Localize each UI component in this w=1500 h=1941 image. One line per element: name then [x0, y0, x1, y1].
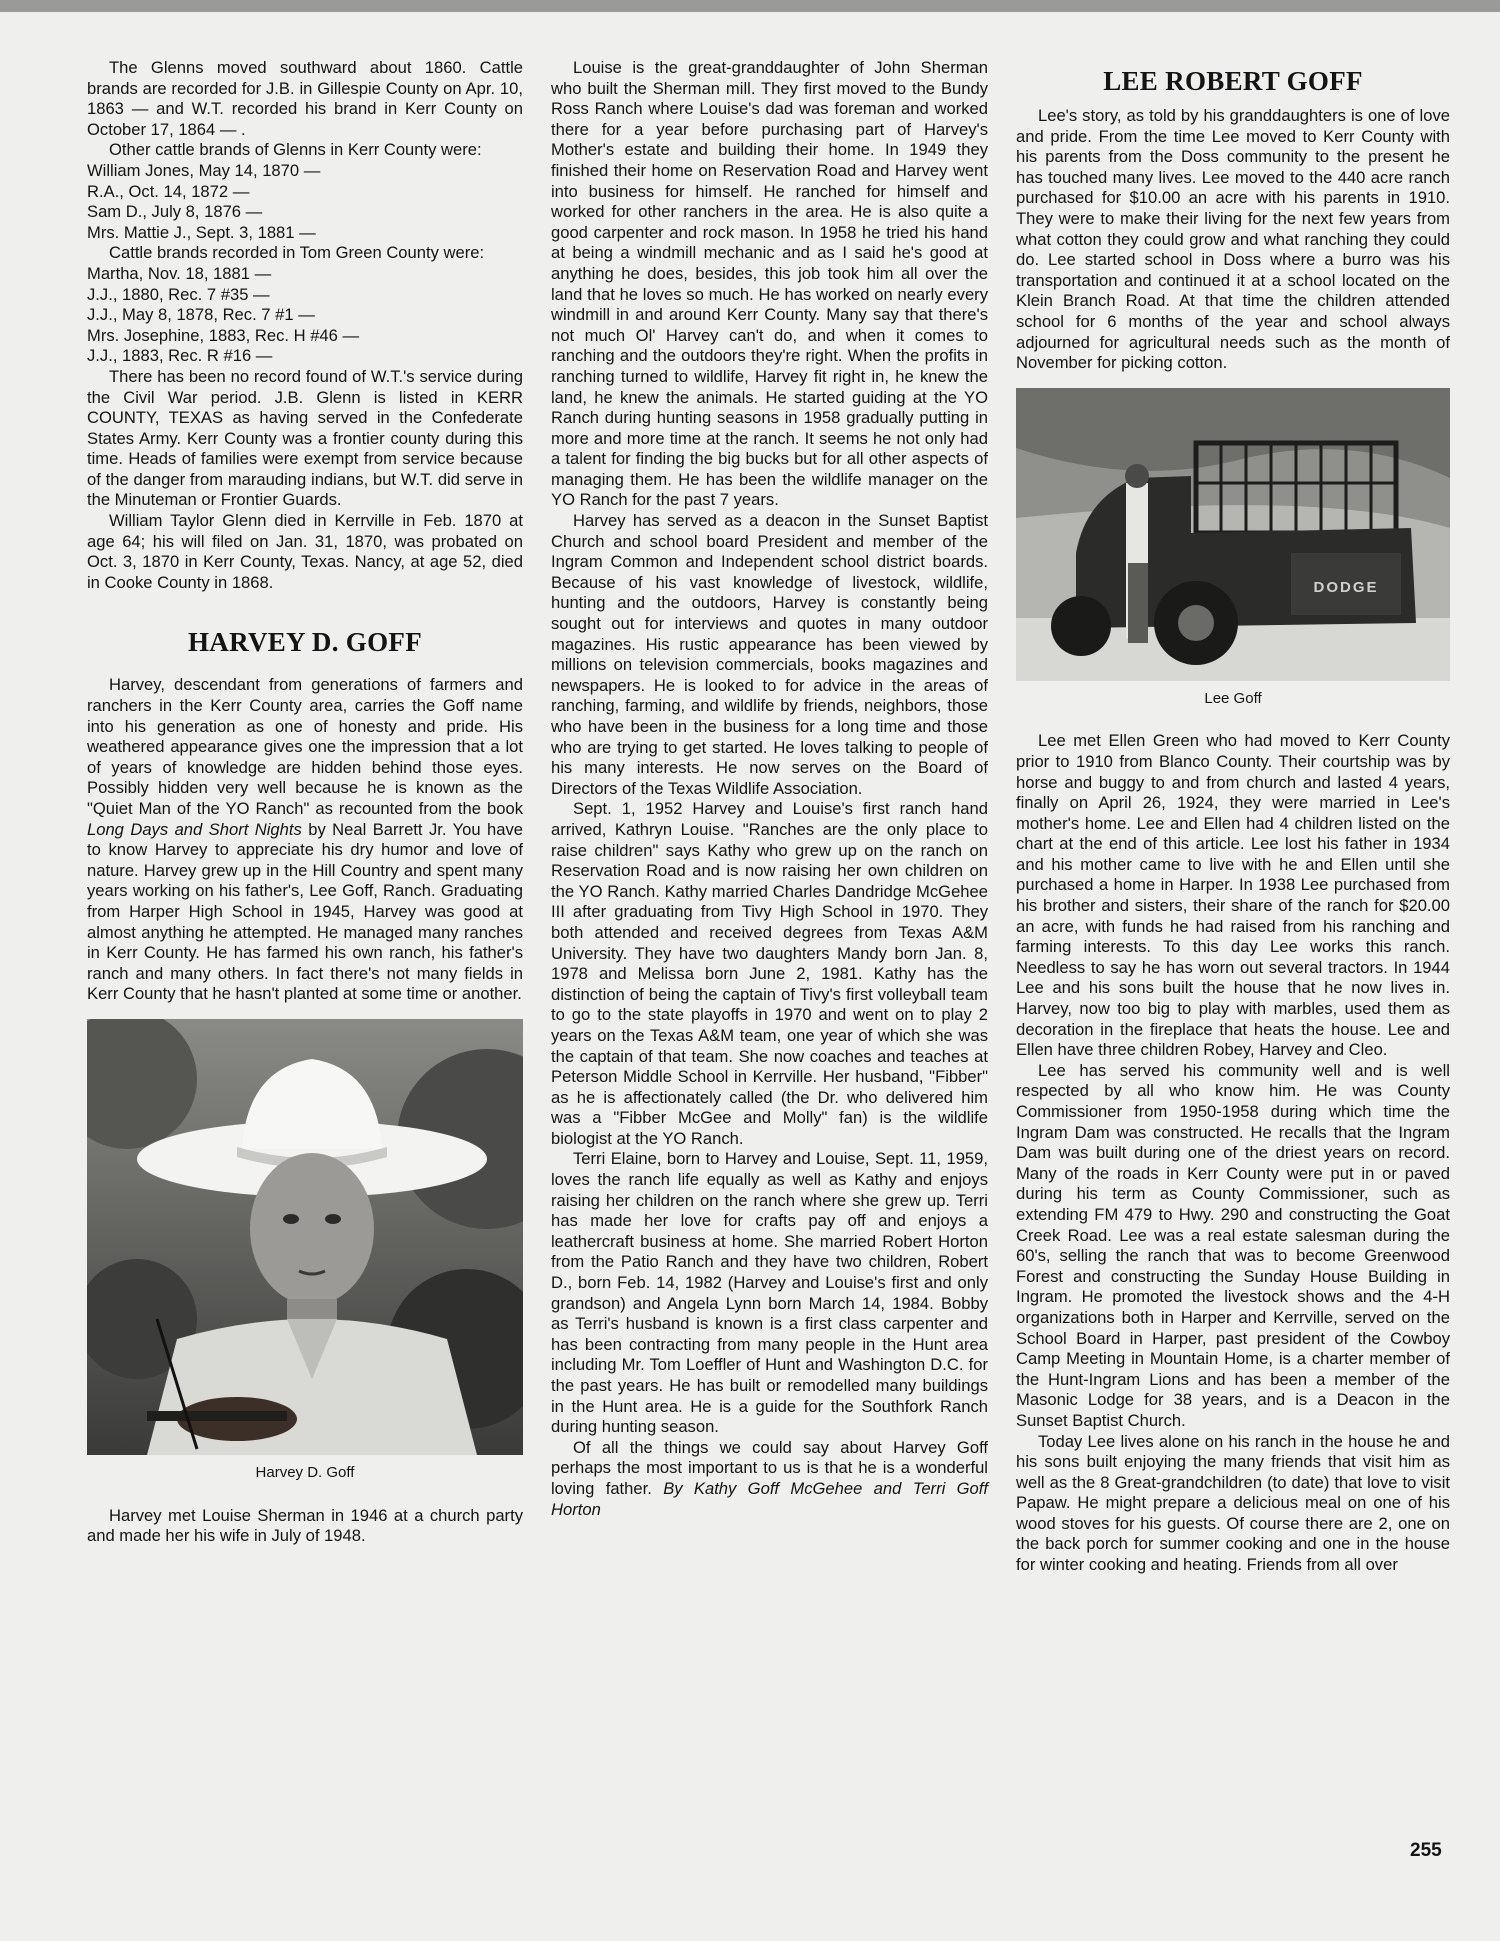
- byline: By Kathy Goff McGehee and Terri Goff Horton: [551, 1478, 988, 1519]
- lee-paragraph-4: Today Lee lives alone on his ranch in the house he and his sons built enjoying the many friends that visit him as well as the 8 Great-grandchildren (to date) that love to visit Papaw. He might prepare a delicious meal on one of his wood stoves for his guests. Of course there are 2, one on the back porch for summer cooking and one in the house for winter cooking and heating. Friends from all over: [1016, 1431, 1450, 1575]
- brand-kerr-4: Mrs. Mattie J., Sept. 3, 1881 —: [87, 222, 316, 242]
- brand-tom-green-3: J.J., May 8, 1878, Rec. 7 #1 —: [87, 305, 315, 325]
- truck-tailgate-label: DODGE: [1313, 578, 1379, 596]
- heading-harvey-goff: HARVEY D. GOFF: [188, 627, 422, 658]
- harvey-service-paragraph: Harvey has served as a deacon in the Sunset Baptist Church and school board President and member of the Ingram Common and Independent school district boards. Because of his vast knowledge of livestock, wildlife, hunting and the outdoors, Harvey is constantly being sought out for interviews and quotes in many outdoor magazines. His rustic appearance has been viewed by millions on television commercials, books magazines and newspapers. He is looked to for advice in the areas of ranching, farming, and wildlife by friends, neighbors, those who have been in the business for a long time and those who are trying to get started. He loves talking to people of his many interests. He now serves on the Board of Directors of the Texas Wildlife Association.: [551, 511, 988, 798]
- lee-goff-truck-photo: [1016, 388, 1450, 681]
- glenn-paragraph-5: William Taylor Glenn died in Kerrville in Feb. 1870 at age 64; his will filed on Jan. 31, 1870, was probated on Oct. 3, 1870 in Kerr County, Texas. Nancy, at age 52, died in Cooke County in 1868.: [87, 511, 523, 592]
- harvey-paragraph-1: [87, 675, 523, 1005]
- harvey-paragraph-1-b: by Neal Barrett Jr. You have to know Harvey to appreciate his dry humor and love of nature. Harvey grew up in the Hill Country and spent many years working on his father's, Lee Goff, Ranch. Graduating from Harper High School in 1945, Harvey was good at almost anything he attempted. He managed many ranches in Kerr County. He has farmed his own ranch, his father's ranch and many others. In fact there's not many fields in Kerr County that he hasn't planted at some time or another.: [87, 819, 523, 1004]
- column-left: [87, 58, 523, 1547]
- page-number: 255: [1410, 1840, 1442, 1861]
- heading-lee-goff: LEE ROBERT GOFF: [1103, 66, 1363, 96]
- glenn-paragraph-4: There has been no record found of W.T.'s service during the Civil War period. J.B. Glenn is listed in KERR COUNTY, TEXAS as having served in the Confederate States Army. Kerr County was a frontier county during this time. Heads of families were exempt from service because of the danger from marauding indians, but W.T. did serve in the Minuteman or Frontier Guards.: [87, 366, 523, 510]
- brand-kerr-3: Sam D., July 8, 1876 —: [87, 202, 263, 222]
- brand-tom-green-2: J.J., 1880, Rec. 7 #35 —: [87, 284, 270, 304]
- lee-paragraph-3: Lee has served his community well and is well respected by all who know him. He was County Commissioner from 1950-1958 during which time the Ingram Dam was constructed. He recalls that the Ingram Dam was built during one of the driest years on record. Many of the roads in Kerr County were put in or paved during his term as County Commissioner, such as extending FM 479 to Hwy. 290 and constructing the Goat Creek Road. Lee was a real estate salesman during the 60's, selling the ranch that was to become Greenwood Forest and constructing the Sunday House Building in Ingram. He promoted the livestock shows and the 4-H organizations both in Harper and Kerrville, served on the School Board in Harper, past president of the Cowboy Camp Meeting in Mountain Home, is a charter member of the Hunt-Ingram Lions and has been a member of the Masonic Lodge for 38 years, and is a Deacon in the Sunset Baptist Church.: [1016, 1060, 1450, 1430]
- brand-tom-green-5: J.J., 1883, Rec. R #16 —: [87, 346, 273, 366]
- glenn-paragraph-2: Other cattle brands of Glenns in Kerr County were:: [109, 140, 482, 160]
- glenn-paragraph-3: Cattle brands recorded in Tom Green County were:: [109, 243, 485, 263]
- lee-photo-caption: Lee Goff: [1204, 689, 1262, 707]
- page-top-border: [0, 0, 1500, 12]
- lee-paragraph-1: Lee's story, as told by his granddaughters is one of love and pride. From the time Lee moved to Kerr County with his parents from the Doss community to the present he has touched many lives. Lee moved to the 440 acre ranch purchased for $10.00 an acre with his parents in 1910. They were to make their living for the next few years from what cotton they could grow and what ranching they could do. Lee started school in Doss where a burro was his transportation and continued it at a school located on the Klein Branch Road. At that time the children attended school for 6 months of the year and school always adjourned for agricultural needs such as the month of November for picking cotton.: [1016, 106, 1450, 373]
- column-right: [1016, 58, 1450, 1576]
- harvey-photo-caption: Harvey D. Goff: [255, 1463, 355, 1481]
- harvey-goff-photo: [87, 1019, 523, 1455]
- louise-paragraph-1: Louise is the great-granddaughter of John Sherman who built the Sherman mill. They first moved to the Bundy Ross Ranch where Louise's dad was foreman and worked there for a year before purchasing part of Harvey's Mother's estate and building their home. In 1949 they finished their home on Reservation Road and Harvey went into business for himself. He ranched for himself and worked for other ranchers in the area. He is also quite a good carpenter and rock mason. In 1958 he tried his hand at being a windmill mechanic and as I said he's good at anything he does, besides, this job took him all over the land that he loves so much. He has worked on nearly every windmill in and around Kerr County. Many say that there's not much Ol' Harvey can't do, and when it comes to ranching and the outdoors they're right. When the profits in ranching turned to wildlife, Harvey fit right in, he knew the land, he knew the animals. He started guiding at the YO Ranch during hunting seasons in 1958 gradually putting in more and more time at the ranch. It seems he not only had a talent for finding the big bucks but for all other aspects of managing them. He has been the wildlife manager on the YO Ranch for the past 7 years.: [551, 58, 988, 510]
- closing-paragraph-text: Of all the things we could say about Harvey Goff perhaps the most important to us is that he is a wonderful loving father.: [551, 1437, 988, 1498]
- book-title: Long Days and Short Nights: [87, 819, 302, 839]
- kathy-paragraph: Sept. 1, 1952 Harvey and Louise's first ranch hand arrived, Kathryn Louise. "Ranches are the only place to raise children" says Kathy who grew up on the ranch on Reservation Road and is now raising her own children on the YO Ranch. Kathy married Charles Dandridge McGehee III after graduating from Tivy High School in 1970. They both attended and received degrees from Texas A&M University. They have two daughters Mandy born Jan. 8, 1978 and Melissa born June 2, 1981. Kathy has the distinction of being the captain of Tivy's first volleyball team to go to the state playoffs in 1970 and went on to play 2 years on the Texas A&M team, one year of which she was the captain of that team. She now coaches and teaches at Peterson Middle School in Kerrville. Her husband, "Fibber" as he is affectionately called (the Dr. who delivered him was a "Fibber McGee and Molly" fan) is the wildlife biologist at the YO Ranch.: [551, 799, 988, 1148]
- brand-tom-green-4: Mrs. Josephine, 1883, Rec. H #46 —: [87, 325, 360, 345]
- glenn-paragraph-1: The Glenns moved southward about 1860. Cattle brands are recorded for J.B. in Gillespie County on Apr. 10, 1863 — and W.T. recorded his brand in Kerr County on October 17, 1864 — .: [87, 58, 523, 139]
- terri-paragraph: Terri Elaine, born to Harvey and Louise, Sept. 11, 1959, loves the ranch life equally as well as Kathy and enjoys raising her children on the ranch where she grew up. Terri has made her love for crafts pay off and enjoys a leathercraft business at home. She married Robert Horton from the Patio Ranch and they have two children, Robert D., born Feb. 14, 1982 (Harvey and Louise's first and only grandson) and Angela Lynn born March 14, 1984. Bobby as Terri's husband is known is a first class carpenter and has been contracting from many people in the Hunt area including Mr. Tom Loeffler of Hunt and Washington D.C. for the past years. He has built or remodelled many buildings in the Hunt area. He is a guide for the Southfork Ranch during hunting season.: [551, 1149, 988, 1437]
- column-middle: [551, 58, 988, 1520]
- closing-paragraph: [551, 1438, 988, 1520]
- brand-kerr-1: William Jones, May 14, 1870 —: [87, 160, 321, 180]
- harvey-paragraph-1-a: Harvey, descendant from generations of farmers and ranchers in the Kerr County area, carries the Goff name into his generation as one of honesty and pride. His weathered appearance gives one the impression that a lot of years of knowledge are hidden behind those eyes. Possibly hidden very well because he is known as the "Quiet Man of the YO Ranch" as recounted from the book: [87, 675, 523, 818]
- lee-paragraph-2: Lee met Ellen Green who had moved to Kerr County prior to 1910 from Blanco County. Their courtship was by horse and buggy to and from church and lasted 4 years, finally on April 26, 1924, they were married in Lee's mother's home. Lee and Ellen had 4 children listed on the chart at the end of this article. Lee lost his father in 1934 and his mother came to live with he and Ellen until she purchased a home in Harper. In 1938 Lee purchased from his brother and sisters, their share of the ranch for $20.00 an acre, with funds he had raised from his ranching and farming interests. To this day Lee works this ranch. Needless to say he has worn out several tractors. In 1944 Lee and his sons built the house that he now lives in. Harvey, now too big to play with marbles, used them as decoration in the fireplace that heats the house. Lee and Ellen have three children Robey, Harvey and Cleo.: [1016, 731, 1450, 1060]
- brand-kerr-2: R.A., Oct. 14, 1872 —: [87, 181, 250, 201]
- harvey-paragraph-2: Harvey met Louise Sherman in 1946 at a church party and made her his wife in July of 1948.: [87, 1505, 523, 1546]
- brand-tom-green-1: Martha, Nov. 18, 1881 —: [87, 263, 272, 283]
